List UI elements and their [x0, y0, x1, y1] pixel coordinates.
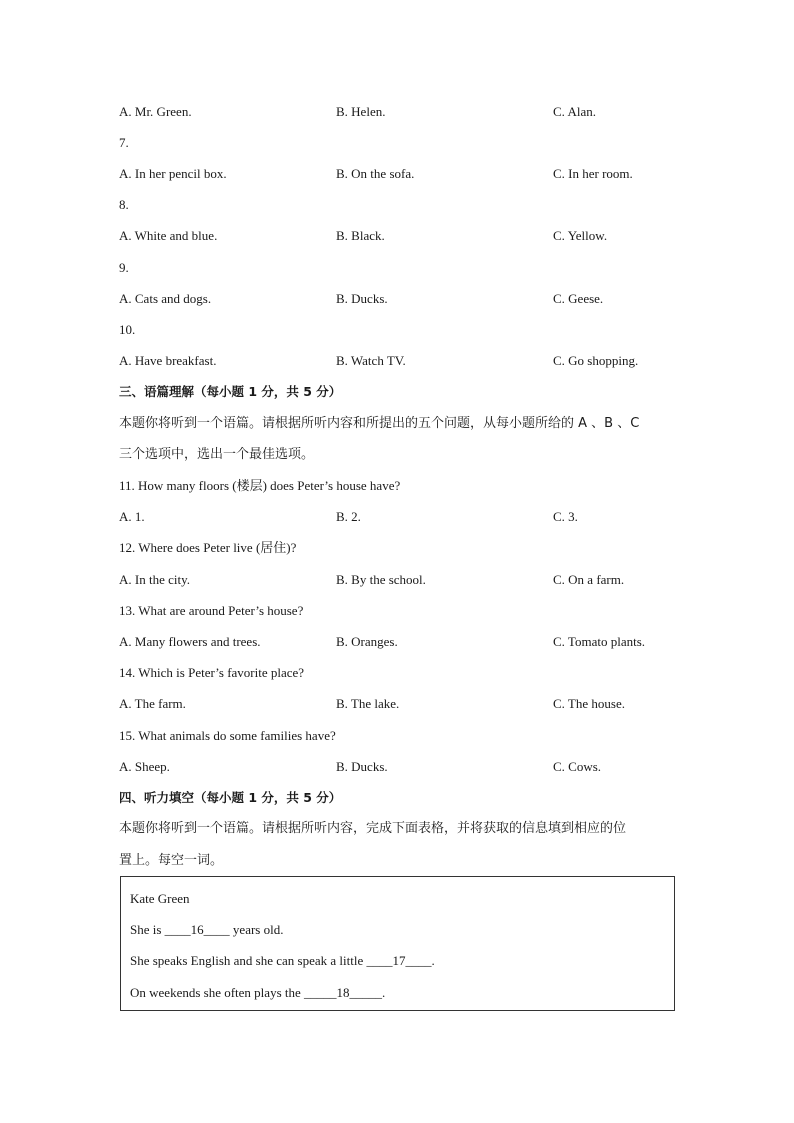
fill-in-table [120, 876, 675, 1011]
option-a: A. In her pencil box. [119, 166, 227, 181]
line-text: On weekends she often plays the [130, 985, 305, 1000]
blank-18[interactable]: _____18_____ [304, 985, 383, 1000]
option-a: A. 1. [119, 509, 145, 524]
question-number: 10. [119, 322, 136, 337]
section-instruction: 本题你将听到一个语篇。请根据所听内容和所提出的五个问题，从每小题所给的 A 、B 、C [119, 416, 640, 431]
option-b: B. 2. [336, 509, 361, 524]
question-number: 8. [119, 197, 129, 212]
question-text: 12. Where does Peter live (居住)? [119, 540, 297, 555]
option-a: A. Have breakfast. [119, 353, 217, 368]
line-text: She speaks English and she can speak a little [130, 953, 367, 968]
question-text: 14. Which is Peter’s favorite place? [119, 665, 305, 680]
table-line [130, 953, 435, 969]
option-b: B. By the school. [336, 572, 426, 587]
option-b: B. On the sofa. [336, 166, 415, 181]
option-b: B. Oranges. [336, 634, 398, 649]
option-c: C. Geese. [553, 291, 604, 306]
section-instruction: 本题你将听到一个语篇。请根据所听内容，完成下面表格，并将获取的信息填到相应的位 [119, 821, 627, 836]
table-title: Kate Green [130, 891, 190, 906]
option-a: A. Sheep. [119, 759, 170, 774]
option-c: C. On a farm. [553, 572, 625, 587]
option-b: B. Watch TV. [336, 353, 406, 368]
option-c: C. Yellow. [553, 228, 608, 243]
option-c: C. In her room. [553, 166, 633, 181]
blank-17[interactable]: ____17____ [366, 953, 432, 968]
line-text: She is [130, 922, 165, 937]
option-c: C. Cows. [553, 759, 602, 774]
option-c: C. Tomato plants. [553, 634, 646, 649]
option-a: A. Cats and dogs. [119, 291, 212, 306]
section-instruction: 置上。每空一词。 [119, 853, 224, 868]
question-number: 9. [119, 260, 129, 275]
question-number: 7. [119, 135, 129, 150]
question-text: 13. What are around Peter’s house? [119, 603, 304, 618]
question-text: 11. How many floors (楼层) does Peter’s house have? [119, 478, 401, 493]
option-c: C. The house. [553, 696, 625, 711]
line-text: . [382, 985, 386, 1000]
line-text: . [431, 953, 435, 968]
option-c: C. Go shopping. [553, 353, 639, 368]
option-a: A. The farm. [119, 696, 186, 711]
option-a: A. Mr. Green. [119, 104, 192, 119]
option-c: C. 3. [553, 509, 578, 524]
option-c: C. Alan. [553, 104, 596, 119]
option-a: A. White and blue. [119, 228, 218, 243]
section-heading: 四、听力填空（每小题 1 分，共 5 分） [119, 790, 342, 805]
option-a: A. Many flowers and trees. [119, 634, 261, 649]
section-instruction: 三个选项中，选出一个最佳选项。 [119, 447, 315, 462]
blank-16[interactable]: ____16____ [164, 922, 230, 937]
table-line [130, 922, 283, 938]
question-text: 15. What animals do some families have? [119, 728, 336, 743]
option-b: B. The lake. [336, 696, 400, 711]
option-b: B. Black. [336, 228, 385, 243]
option-a: A. In the city. [119, 572, 190, 587]
section-heading: 三、语篇理解（每小题 1 分，共 5 分） [119, 384, 342, 399]
option-b: B. Helen. [336, 104, 386, 119]
table-line [130, 985, 385, 1001]
line-text: years old. [229, 922, 284, 937]
option-b: B. Ducks. [336, 291, 388, 306]
option-b: B. Ducks. [336, 759, 388, 774]
